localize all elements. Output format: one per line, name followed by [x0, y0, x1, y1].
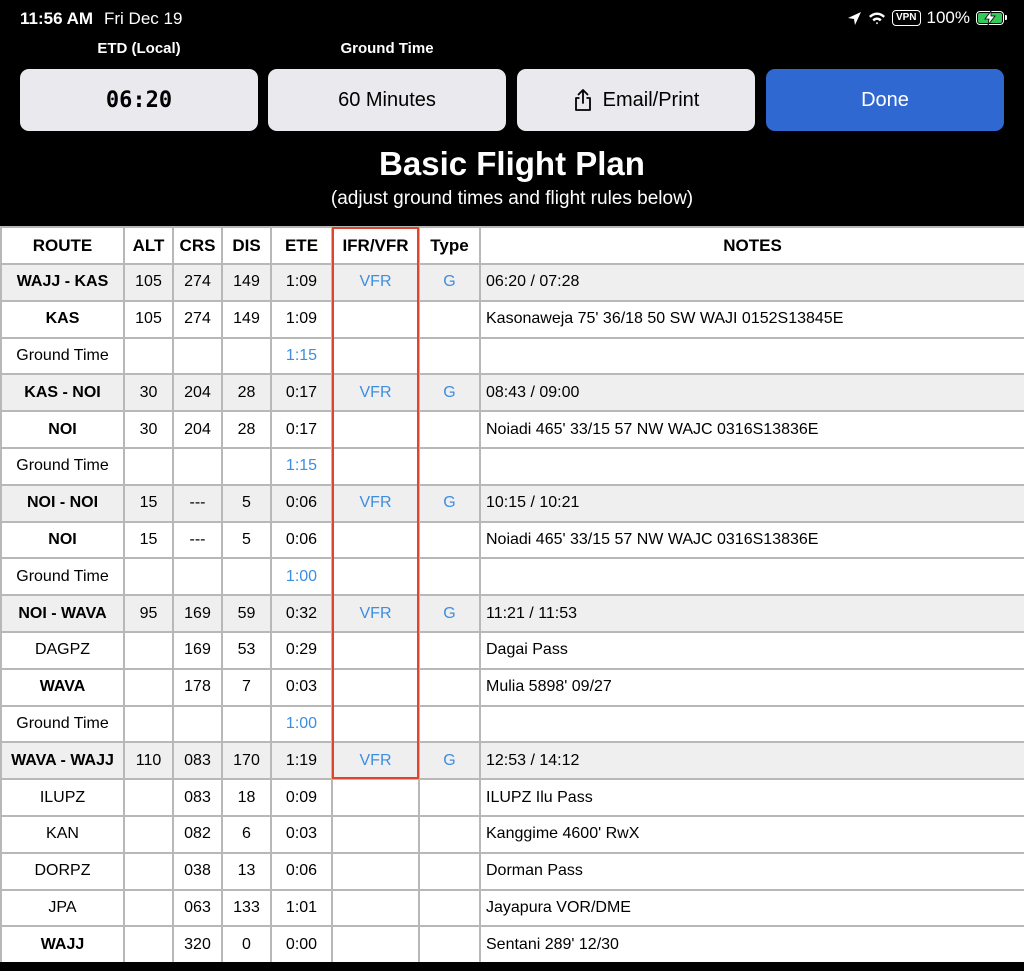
notes-cell: 06:20 / 07:28 [480, 264, 1024, 301]
ete-cell: 0:29 [271, 632, 332, 669]
ground-time-row [1, 706, 1024, 743]
dis-cell [222, 338, 271, 375]
notes-cell: Kanggime 4600' RwX [480, 816, 1024, 853]
type-cell [419, 558, 480, 595]
route-cell: Ground Time [1, 448, 124, 485]
crs-cell: 274 [173, 264, 222, 301]
notes-cell: 10:15 / 10:21 [480, 485, 1024, 522]
location-arrow-icon [847, 11, 862, 26]
flight-rule-cell [332, 558, 419, 595]
battery-charging-icon [976, 11, 1004, 25]
type-cell[interactable]: G [419, 264, 480, 301]
crs-cell [173, 448, 222, 485]
col-header-notes: NOTES [480, 227, 1024, 264]
waypoint-row [1, 411, 1024, 448]
dis-cell [222, 558, 271, 595]
type-cell[interactable]: G [419, 742, 480, 779]
type-cell [419, 301, 480, 338]
notes-cell: Kasonaweja 75' 36/18 50 SW WAJI 0152S13845E [480, 301, 1024, 338]
alt-cell: 105 [124, 264, 173, 301]
waypoint-row [1, 779, 1024, 816]
crs-cell: 038 [173, 853, 222, 890]
dis-cell: 18 [222, 779, 271, 816]
alt-cell: 15 [124, 522, 173, 559]
email-print-button[interactable] [517, 69, 755, 131]
flight-rule-cell [332, 632, 419, 669]
flight-rule-cell [332, 853, 419, 890]
route-cell: JPA [1, 890, 124, 927]
dis-cell: 149 [222, 301, 271, 338]
col-header-route: ROUTE [1, 227, 124, 264]
route-cell: KAS [1, 301, 124, 338]
waypoint-row [1, 816, 1024, 853]
flight-rule-cell [332, 411, 419, 448]
route-cell: Ground Time [1, 558, 124, 595]
email-print-label: Email/Print [602, 88, 700, 111]
waypoint-row [1, 890, 1024, 927]
crs-cell: 083 [173, 779, 222, 816]
crs-cell: 169 [173, 595, 222, 632]
route-cell: NOI [1, 522, 124, 559]
route-cell: Ground Time [1, 338, 124, 375]
crs-cell: 274 [173, 301, 222, 338]
crs-cell: 063 [173, 890, 222, 927]
leg-row [1, 485, 1024, 522]
ete-cell: 0:17 [271, 411, 332, 448]
route-cell: DAGPZ [1, 632, 124, 669]
route-cell: WAJJ - KAS [1, 264, 124, 301]
notes-cell [480, 338, 1024, 375]
notes-cell: 08:43 / 09:00 [480, 374, 1024, 411]
type-cell[interactable]: G [419, 595, 480, 632]
ground-time-row [1, 448, 1024, 485]
alt-cell: 110 [124, 742, 173, 779]
flight-rule-cell [332, 338, 419, 375]
notes-cell [480, 706, 1024, 743]
ete-cell: 0:09 [271, 779, 332, 816]
flight-rule-cell [332, 522, 419, 559]
ground-time-value[interactable]: 1:15 [271, 448, 332, 485]
flight-rule-cell [332, 448, 419, 485]
notes-cell: Noiadi 465' 33/15 57 NW WAJC 0316S13836E [480, 411, 1024, 448]
route-cell: KAS - NOI [1, 374, 124, 411]
waypoint-row [1, 632, 1024, 669]
type-cell [419, 853, 480, 890]
etd-time-button[interactable]: 06:20 [20, 69, 258, 131]
share-icon [573, 88, 593, 112]
ground-time-label: Ground Time [340, 40, 434, 57]
table-header-row [1, 227, 1024, 264]
col-header-crs: CRS [173, 227, 222, 264]
bottom-bar [0, 962, 1024, 971]
ete-cell: 0:17 [271, 374, 332, 411]
dis-cell [222, 706, 271, 743]
flight-rule-cell[interactable]: VFR [332, 264, 419, 301]
ground-time-row [1, 338, 1024, 375]
flight-plan-table-container [0, 226, 1024, 962]
page-title: Basic Flight Plan [379, 145, 645, 182]
type-cell [419, 779, 480, 816]
route-cell: ILUPZ [1, 779, 124, 816]
type-cell [419, 338, 480, 375]
ete-cell: 0:06 [271, 522, 332, 559]
status-bar [0, 0, 1024, 38]
ground-time-button[interactable]: 60 Minutes [268, 69, 506, 131]
dis-cell: 6 [222, 816, 271, 853]
notes-cell: Sentani 289' 12/30 [480, 926, 1024, 963]
dis-cell: 7 [222, 669, 271, 706]
leg-row [1, 742, 1024, 779]
dis-cell: 28 [222, 374, 271, 411]
ground-time-value[interactable]: 1:00 [271, 558, 332, 595]
ete-cell: 1:09 [271, 301, 332, 338]
crs-cell: 082 [173, 816, 222, 853]
alt-cell [124, 669, 173, 706]
etd-label: ETD (Local) [97, 40, 181, 57]
vpn-badge: VPN [892, 10, 921, 26]
leg-row [1, 374, 1024, 411]
route-cell: Ground Time [1, 706, 124, 743]
notes-cell: 12:53 / 14:12 [480, 742, 1024, 779]
crs-cell: 204 [173, 374, 222, 411]
dis-cell: 170 [222, 742, 271, 779]
notes-cell: Mulia 5898' 09/27 [480, 669, 1024, 706]
waypoint-row [1, 926, 1024, 963]
flight-rule-cell[interactable]: VFR [332, 485, 419, 522]
done-button[interactable]: Done [766, 69, 1004, 131]
type-cell [419, 816, 480, 853]
alt-cell [124, 779, 173, 816]
wifi-icon [868, 11, 886, 25]
alt-cell [124, 448, 173, 485]
alt-cell [124, 890, 173, 927]
crs-cell: 320 [173, 926, 222, 963]
alt-cell: 105 [124, 301, 173, 338]
route-cell: NOI [1, 411, 124, 448]
type-cell [419, 522, 480, 559]
alt-cell [124, 926, 173, 963]
ete-cell: 1:19 [271, 742, 332, 779]
status-right [847, 8, 1004, 28]
alt-cell: 30 [124, 411, 173, 448]
dis-cell: 5 [222, 485, 271, 522]
notes-cell [480, 558, 1024, 595]
page-subtitle: (adjust ground times and flight rules below) [330, 188, 694, 209]
crs-cell [173, 338, 222, 375]
ground-time-row [1, 558, 1024, 595]
type-cell [419, 411, 480, 448]
dis-cell: 149 [222, 264, 271, 301]
notes-cell [480, 448, 1024, 485]
crs-cell: 169 [173, 632, 222, 669]
flight-rule-cell[interactable]: VFR [332, 595, 419, 632]
status-time: 11:56 AM [20, 9, 94, 28]
alt-cell [124, 558, 173, 595]
alt-cell [124, 816, 173, 853]
route-cell: DORPZ [1, 853, 124, 890]
alt-cell: 95 [124, 595, 173, 632]
ete-cell: 0:32 [271, 595, 332, 632]
dis-cell: 53 [222, 632, 271, 669]
notes-cell: Jayapura VOR/DME [480, 890, 1024, 927]
ete-cell: 1:09 [271, 264, 332, 301]
type-cell [419, 706, 480, 743]
notes-cell: Dorman Pass [480, 853, 1024, 890]
dis-cell: 5 [222, 522, 271, 559]
type-cell [419, 669, 480, 706]
notes-cell: Dagai Pass [480, 632, 1024, 669]
waypoint-row [1, 853, 1024, 890]
ete-cell: 0:00 [271, 926, 332, 963]
ete-cell: 0:03 [271, 816, 332, 853]
col-header-dis: DIS [222, 227, 271, 264]
status-date: Fri Dec 19 [104, 9, 183, 28]
type-cell [419, 448, 480, 485]
crs-cell: --- [173, 522, 222, 559]
waypoint-row [1, 669, 1024, 706]
type-cell[interactable]: G [419, 374, 480, 411]
flight-rule-cell [332, 926, 419, 963]
waypoint-row [1, 301, 1024, 338]
dis-cell: 133 [222, 890, 271, 927]
col-header-ifr-vfr: IFR/VFR [332, 227, 419, 264]
col-header-alt: ALT [124, 227, 173, 264]
type-cell [419, 890, 480, 927]
route-cell: WAVA [1, 669, 124, 706]
waypoint-row [1, 522, 1024, 559]
battery-percent: 100% [926, 8, 970, 27]
notes-cell: ILUPZ Ilu Pass [480, 779, 1024, 816]
flight-plan-table [0, 226, 1024, 964]
flight-rule-cell [332, 669, 419, 706]
flight-rule-cell [332, 779, 419, 816]
flight-rule-cell [332, 301, 419, 338]
notes-cell: Noiadi 465' 33/15 57 NW WAJC 0316S13836E [480, 522, 1024, 559]
leg-row [1, 264, 1024, 301]
ground-time-value[interactable]: 1:00 [271, 706, 332, 743]
crs-cell: 178 [173, 669, 222, 706]
notes-cell: 11:21 / 11:53 [480, 595, 1024, 632]
leg-row [1, 595, 1024, 632]
alt-cell: 15 [124, 485, 173, 522]
type-cell [419, 926, 480, 963]
col-header-ete: ETE [271, 227, 332, 264]
alt-cell [124, 853, 173, 890]
dis-cell [222, 448, 271, 485]
dis-cell: 59 [222, 595, 271, 632]
route-cell: KAN [1, 816, 124, 853]
alt-cell: 30 [124, 374, 173, 411]
alt-cell [124, 632, 173, 669]
crs-cell [173, 706, 222, 743]
flight-rule-cell [332, 890, 419, 927]
type-cell [419, 632, 480, 669]
flight-rule-cell [332, 706, 419, 743]
ete-cell: 0:03 [271, 669, 332, 706]
crs-cell: 083 [173, 742, 222, 779]
crs-cell: --- [173, 485, 222, 522]
ete-cell: 0:06 [271, 485, 332, 522]
flight-rule-cell[interactable]: VFR [332, 742, 419, 779]
ete-cell: 1:01 [271, 890, 332, 927]
alt-cell [124, 338, 173, 375]
crs-cell: 204 [173, 411, 222, 448]
col-header-type: Type [419, 227, 480, 264]
route-cell: WAJJ [1, 926, 124, 963]
type-cell[interactable]: G [419, 485, 480, 522]
dis-cell: 0 [222, 926, 271, 963]
ground-time-value[interactable]: 1:15 [271, 338, 332, 375]
crs-cell [173, 558, 222, 595]
route-cell: WAVA - WAJJ [1, 742, 124, 779]
route-cell: NOI - WAVA [1, 595, 124, 632]
alt-cell [124, 706, 173, 743]
flight-rule-cell [332, 816, 419, 853]
route-cell: NOI - NOI [1, 485, 124, 522]
dis-cell: 28 [222, 411, 271, 448]
flight-rule-cell[interactable]: VFR [332, 374, 419, 411]
dis-cell: 13 [222, 853, 271, 890]
ete-cell: 0:06 [271, 853, 332, 890]
